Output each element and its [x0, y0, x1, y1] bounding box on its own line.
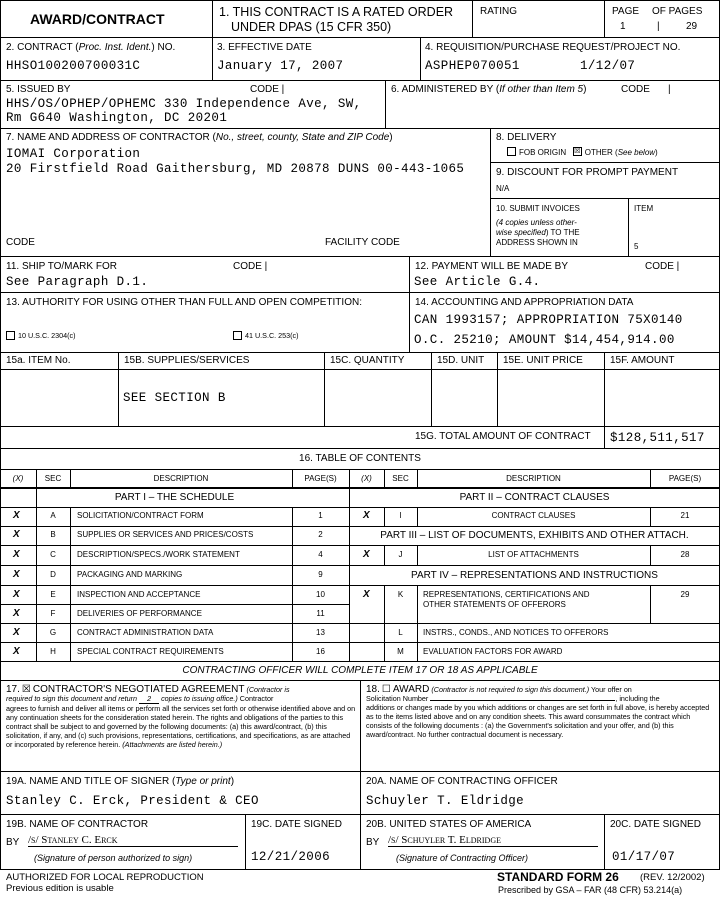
toc-row-desc: INSTRS., CONDS., AND NOTICES TO OFFERORS: [423, 628, 609, 637]
fob-origin-checkbox[interactable]: [507, 147, 516, 156]
rule: [0, 469, 720, 470]
toc-row-desc-2: OTHER STATEMENTS OF OFFERORS: [423, 600, 566, 609]
requisition-no: ASPHEP070051: [425, 59, 520, 73]
items-col-b: 15B. SUPPLIES/SERVICES: [124, 355, 250, 366]
item18-block: 18. ☐ AWARD (Contractor is not required to sign this document.) Your offer on Solicitation Number , including the additions or changes made by you which additions or changes are set forth in full above, is hereby accepted as to the items listed above and on any condition sheets. This award consummates the contract which consists of the following documents : (a) the Government's solicitation and your offer, and (b) this award/contract. No further contractual document is necessary.: [366, 684, 710, 739]
signer-value: Stanley C. Erck, President & CEO: [6, 794, 259, 808]
toc-row-mark: X: [13, 510, 20, 521]
toc-row-page: 29: [680, 590, 690, 599]
rule: [212, 0, 213, 37]
administered-by-label: 6. ADMINISTERED BY (If other than Item 5): [391, 84, 587, 95]
discount-label: 9. DISCOUNT FOR PROMPT PAYMENT: [496, 167, 679, 178]
rated-order-line1: 1. THIS CONTRACT IS A RATED ORDER: [219, 5, 454, 19]
contractor-by: BY: [6, 837, 20, 848]
page-number: 1: [620, 21, 626, 32]
toc-part2: PART II – CONTRACT CLAUSES: [459, 492, 610, 503]
usa-sign-label: 20B. UNITED STATES OF AMERICA: [366, 819, 532, 830]
toc-row-sec: H: [50, 647, 56, 656]
items-col-a: 15a. ITEM No.: [6, 355, 71, 366]
contractor-code-label: CODE: [6, 237, 35, 248]
invoices-note-2: wise specified) TO THE: [496, 228, 580, 237]
effective-date-label: 3. EFFECTIVE DATE: [217, 42, 312, 53]
toc-part3: PART III – LIST OF DOCUMENTS, EXHIBITS AND OTHER ATTACH.: [380, 530, 689, 541]
usa-by: BY: [366, 837, 380, 848]
rule: [70, 507, 71, 661]
rule: [0, 526, 720, 527]
rating-label: RATING: [480, 6, 518, 17]
facility-code-label: FACILITY CODE: [325, 237, 400, 248]
toc-row-desc: SUPPLIES OR SERVICES AND PRICES/COSTS: [77, 530, 254, 539]
toc-title: 16. TABLE OF CONTENTS: [299, 453, 421, 464]
rule: [472, 0, 473, 37]
total-value: $128,511,517: [610, 431, 705, 445]
rule: [0, 80, 720, 81]
toc-row-sec: K: [397, 590, 404, 599]
invoices-item-value: 5: [634, 242, 639, 251]
toc-row-mark: X: [363, 549, 370, 560]
officer-label: 20A. NAME OF CONTRACTING OFFICER: [366, 776, 558, 787]
toc-row-mark: X: [13, 646, 20, 657]
footer-left-1: AUTHORIZED FOR LOCAL REPRODUCTION: [6, 872, 204, 883]
toc-row-sec: J: [398, 550, 403, 559]
toc-row-desc: CONTRACT ADMINISTRATION DATA: [77, 628, 214, 637]
issued-by-label: 5. ISSUED BY: [6, 84, 71, 95]
toc-row-desc: CONTRACT CLAUSES: [491, 511, 576, 520]
usa-sign-caption: (Signature of Contracting Officer): [396, 853, 529, 863]
discount-value: N/A: [496, 184, 510, 193]
rule: [409, 256, 410, 352]
toc-row-desc: DELIVERIES OF PERFORMANCE: [77, 609, 202, 618]
toc-row-sec: I: [399, 511, 402, 520]
form-name: STANDARD FORM 26: [497, 870, 619, 884]
usa-date: 01/17/07: [612, 850, 676, 864]
toc-header-x-left: (X): [12, 474, 24, 483]
form-title: AWARD/CONTRACT: [30, 11, 165, 27]
contractor-label: 7. NAME AND ADDRESS OF CONTRACTOR (No., street, county, State and ZIP Code): [6, 132, 393, 143]
payment-code-label: CODE |: [645, 261, 680, 272]
rule: [0, 507, 720, 508]
items-col-d: 15D. UNIT: [437, 355, 485, 366]
rule: [360, 680, 361, 869]
rule: [628, 198, 629, 256]
usa-date-label: 20C. DATE SIGNED: [610, 819, 701, 830]
toc-row-mark: X: [13, 627, 20, 638]
toc-row-desc: INSPECTION AND ACCEPTANCE: [77, 590, 201, 599]
rule: [490, 128, 491, 256]
total-label: 15G. TOTAL AMOUNT OF CONTRACT: [415, 431, 591, 442]
rule: [385, 80, 386, 128]
rule: [0, 369, 720, 370]
of-pages-label: OF PAGES: [652, 6, 703, 17]
contractor-address: 20 Firstfield Road Gaithersburg, MD 20878 DUNS 00-443-1065: [6, 162, 465, 176]
rule: [497, 352, 498, 426]
item17-checkbox[interactable]: ☒: [21, 684, 31, 695]
rule: [604, 814, 605, 869]
toc-row-page: 4: [318, 550, 323, 559]
toc-row-desc: REPRESENTATIONS, CERTIFICATIONS AND: [423, 590, 590, 599]
toc-row-desc: DESCRIPTION/SPECS./WORK STATEMENT: [77, 550, 240, 559]
invoices-label: 10. SUBMIT INVOICES: [496, 204, 580, 213]
toc-header-desc-right: DESCRIPTION: [506, 474, 561, 483]
item18-checkbox[interactable]: ☐: [381, 684, 391, 695]
rule: [0, 661, 720, 662]
rule: [490, 162, 720, 163]
contractor-date: 12/21/2006: [251, 850, 331, 864]
effective-date: January 17, 2007: [217, 59, 344, 73]
requisition-label: 4. REQUISITION/PURCHASE REQUEST/PROJECT NO.: [425, 42, 681, 53]
contractor-date-label: 19C. DATE SIGNED: [251, 819, 342, 830]
toc-row-page: 11: [316, 609, 325, 618]
toc-header-sec-right: SEC: [392, 474, 409, 483]
toc-header-page-right: PAGE(S): [668, 474, 702, 483]
delivery-label: 8. DELIVERY: [496, 132, 557, 143]
toc-row-page: 10: [316, 590, 325, 599]
toc-row-page: 13: [316, 628, 325, 637]
item17-block: 17. ☒ CONTRACTOR'S NEGOTIATED AGREEMENT (Contractor is required to sign this document and return 2 copies to issuing office.) Contractor agrees to furnish and deliver all items or perform all the services set forth or otherwise identified above and on any continuation sheets for the consideration stated herein. The rights and obligations of the parties to this contract shall be subject to and governed by the following documents: (a) this award/contract, (b) this solicitation, if any, and (c) such provisions, representations, certifications, and specifications, as are attached or incorporated by reference herein. (Attachments are listed herein.): [6, 684, 356, 749]
usa-signature: /s/ Schuyler T. Eldridge: [388, 835, 598, 847]
accounting-label: 14. ACCOUNTING AND APPROPRIATION DATA: [415, 297, 634, 308]
rule: [245, 814, 246, 869]
supplies-value: SEE SECTION B: [123, 391, 226, 405]
rule: [0, 292, 720, 293]
administered-code-label: CODE: [621, 84, 650, 95]
rule: [0, 604, 349, 605]
toc-row-mark: X: [13, 549, 20, 560]
toc-row-sec: C: [50, 550, 56, 559]
requisition-date: 1/12/07: [580, 59, 636, 73]
toc-row-desc: EVALUATION FACTORS FOR AWARD: [423, 647, 563, 656]
issued-by-code-label: CODE |: [250, 84, 285, 95]
officer-note: CONTRACTING OFFICER WILL COMPLETE ITEM 17 OR 18 AS APPLICABLE: [182, 665, 538, 676]
form-revision: (REV. 12/2002): [640, 872, 705, 883]
toc-row-sec: G: [49, 628, 57, 637]
contractor-sign-caption: (Signature of person authorized to sign): [34, 853, 193, 863]
toc-row-sec: A: [50, 511, 56, 520]
rated-order-line2: UNDER DPAS (15 CFR 350): [231, 20, 392, 34]
page-label: PAGE: [612, 6, 640, 17]
rule: [0, 623, 720, 624]
ship-code-label: CODE |: [233, 261, 268, 272]
ship-value: See Paragraph D.1.: [6, 275, 149, 289]
invoices-note-1: (4 copies unless other-: [496, 218, 577, 227]
rule: [490, 198, 720, 199]
rule: [0, 565, 720, 566]
rule: [0, 352, 720, 353]
toc-part4: PART IV – REPRESENTATIONS AND INSTRUCTIONS: [411, 570, 658, 581]
officer-value: Schuyler T. Eldridge: [366, 794, 525, 808]
rule: [0, 545, 720, 546]
toc-row-mark: X: [13, 569, 20, 580]
payment-label: 12. PAYMENT WILL BE MADE BY: [415, 261, 569, 272]
toc-row-sec: M: [397, 647, 404, 656]
toc-row-mark: X: [363, 510, 370, 521]
contractor-sign-label: 19B. NAME OF CONTRACTOR: [6, 819, 149, 830]
rule: [417, 585, 418, 661]
invoices-note-3: ADDRESS SHOWN IN: [496, 238, 578, 247]
toc-row-sec: L: [398, 628, 403, 637]
rule: [0, 426, 720, 427]
authority-opt1: 10 U.S.C. 2304(c): [6, 331, 76, 341]
administered-code-separator: |: [668, 84, 671, 95]
rule: [0, 37, 720, 38]
rule: [604, 352, 605, 448]
total-pages: 29: [686, 21, 698, 32]
rule: [420, 37, 421, 80]
rule: [431, 352, 432, 426]
accounting-line2: O.C. 25210; AMOUNT $14,454,914.00: [414, 333, 675, 347]
contractor-name: IOMAI Corporation: [6, 147, 141, 161]
items-col-c: 15C. QUANTITY: [330, 355, 405, 366]
invoices-item-label: ITEM: [634, 204, 654, 213]
issued-by-line1: HHS/OS/OPHEP/OPHEMC 330 Independence Ave, SW,: [6, 97, 362, 111]
form-prescribed: Prescribed by GSA – FAR (48 CFR) 53.214(a): [498, 885, 683, 895]
contractor-signature: /s/ Stanley C. Erck: [28, 835, 238, 847]
rule: [0, 642, 720, 643]
toc-row-page: 1: [318, 511, 323, 520]
signer-label: 19A. NAME AND TITLE OF SIGNER (Type or print): [6, 776, 235, 787]
contract-no-label: 2. CONTRACT (Proc. Inst. Ident.) NO.: [6, 42, 176, 53]
toc-row-page: 2: [318, 530, 323, 539]
rule: [324, 352, 325, 426]
rule: [604, 0, 605, 37]
toc-row-sec: D: [50, 570, 56, 579]
toc-row-mark: X: [13, 529, 20, 540]
toc-row-sec: B: [50, 530, 56, 539]
rule: [0, 448, 720, 449]
authority-label: 13. AUTHORITY FOR USING OTHER THAN FULL AND OPEN COMPETITION:: [6, 297, 362, 308]
toc-row-page: 28: [680, 550, 690, 559]
toc-row-sec: E: [50, 590, 56, 599]
toc-header-x-right: (X): [361, 474, 372, 483]
toc-header-desc-left: DESCRIPTION: [153, 474, 209, 483]
toc-row-desc: LIST OF ATTACHMENTS: [488, 550, 579, 559]
solicitation-number-field[interactable]: [430, 700, 615, 701]
items-col-e: 15E. UNIT PRICE: [503, 355, 583, 366]
toc-row-page: 21: [680, 511, 690, 520]
toc-row-sec: F: [50, 609, 56, 618]
toc-row-desc: SOLICITATION/CONTRACT FORM: [77, 511, 204, 520]
rule: [0, 256, 720, 257]
authority-opt2: 41 U.S.C. 253(c): [233, 331, 299, 341]
toc-row-page: 9: [318, 570, 323, 579]
contract-no: HHSO100200700031C: [6, 59, 141, 73]
delivery-options: FOB ORIGIN ☒ OTHER (See below): [507, 148, 658, 158]
page-separator: |: [657, 21, 660, 32]
copies-field[interactable]: 2: [139, 694, 159, 704]
toc-row-desc: PACKAGING AND MARKING: [77, 570, 183, 579]
other-checkbox[interactable]: ☒: [574, 148, 581, 156]
authority-opt1-checkbox[interactable]: [6, 331, 15, 340]
issued-by-line2: Rm G640 Washington, DC 20201: [6, 111, 228, 125]
toc-row-mark: X: [363, 589, 370, 600]
footer-left-2: Previous edition is usable: [6, 883, 114, 894]
toc-row-mark: X: [13, 608, 20, 619]
payment-value: See Article G.4.: [414, 275, 541, 289]
rule: [0, 585, 720, 586]
toc-row-page: 16: [316, 647, 325, 656]
items-col-f: 15F. AMOUNT: [610, 355, 675, 366]
authority-opt2-checkbox[interactable]: [233, 331, 242, 340]
accounting-line1: CAN 1993157; APPROPRIATION 75X0140: [414, 313, 683, 327]
ship-label: 11. SHIP TO/MARK FOR: [6, 261, 117, 272]
rule: [0, 488, 720, 489]
toc-part1: PART I – THE SCHEDULE: [114, 492, 235, 503]
toc-row-mark: X: [13, 589, 20, 600]
rule: [0, 128, 720, 129]
rule: [118, 352, 119, 426]
rule: [212, 37, 213, 80]
toc-header-page-left: PAGE(S): [304, 474, 337, 483]
toc-header-sec-left: SEC: [44, 474, 62, 483]
toc-row-desc: SPECIAL CONTRACT REQUIREMENTS: [77, 647, 224, 656]
